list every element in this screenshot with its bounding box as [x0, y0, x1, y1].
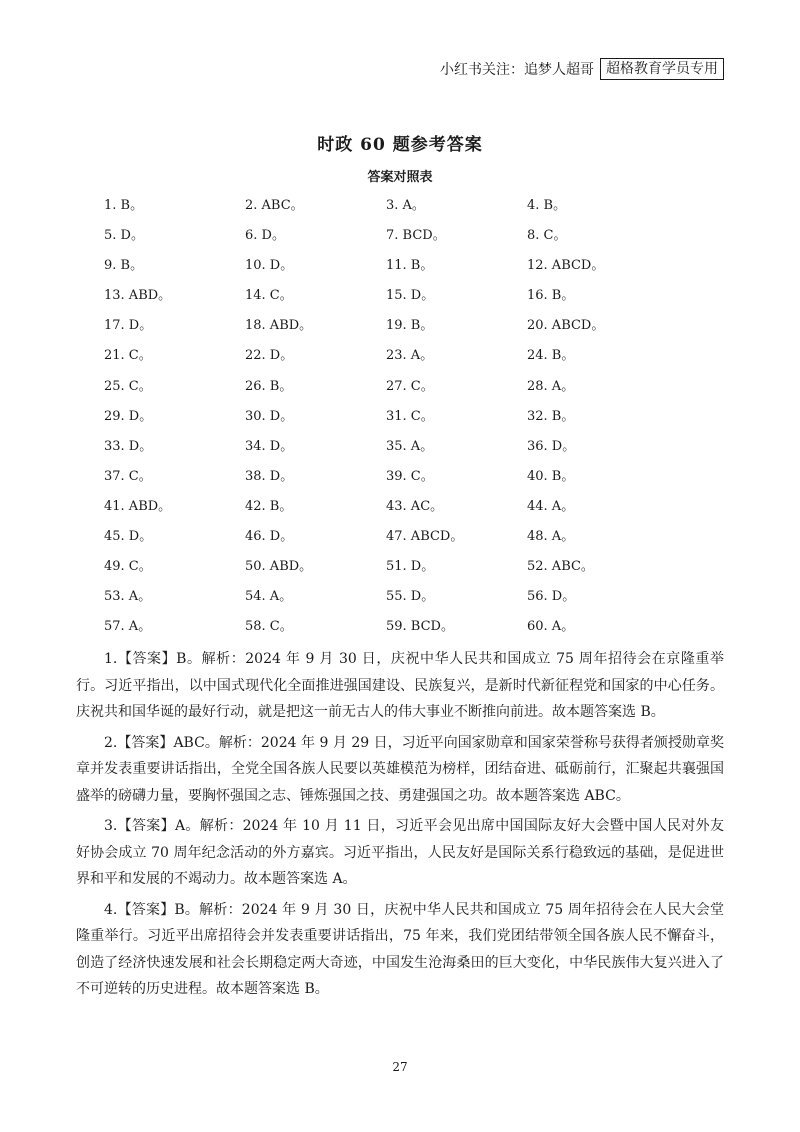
answer-cell: 42. B。	[245, 498, 293, 514]
answer-cell: 57. A。	[104, 619, 152, 635]
answer-cell: 23. A。	[386, 348, 434, 364]
answer-cell: 41. ABD。	[104, 498, 172, 514]
answer-cell: 53. A。	[104, 589, 152, 605]
explanation-paragraph: 2.【答案】ABC。解析：2024 年 9 月 29 日，习近平向国家勋章和国家荣誉称号获得者颁授勋章奖章并发表重要讲话指出，全党全国各族人民要以英雄模范为榜样，团结奋进、砥砺前行，汇聚起共襄强国盛举的磅礴力量，要胸怀强国之志、锤炼强国之技、勇建强国之功。故本题答案选 ABC。	[76, 734, 724, 804]
answer-cell: 17. D。	[104, 318, 153, 334]
answer-cell: 14. C。	[245, 288, 293, 304]
answer-cell: 2. ABC。	[245, 198, 304, 213]
page-subtitle: 答案对照表	[367, 170, 433, 185]
answer-cell: 60. A。	[527, 619, 575, 635]
answer-cell: 22. D。	[245, 348, 294, 364]
answer-cell: 27. C。	[386, 378, 434, 394]
header-note: 小红书关注：追梦人超哥	[440, 62, 594, 78]
answer-cell: 56. D。	[527, 589, 576, 605]
answer-cell: 31. C。	[386, 408, 434, 424]
answer-cell: 4. B。	[527, 198, 567, 213]
explanation-paragraph: 3.【答案】A。解析：2024 年 10 月 11 日，习近平会见出席中国国际友好大会暨中国人民对外友好协会成立 70 周年纪念活动的外方嘉宾。习近平指出，人民友好是国际关系行稳致远的基础，是促进世界和平和发展的不竭动力。故本题答案选 A。	[76, 818, 724, 887]
header-badge: 超格教育学员专用	[600, 58, 724, 80]
answer-cell: 7. BCD。	[386, 228, 446, 244]
page-title: 时政 60 题参考答案	[317, 135, 483, 155]
explanation-paragraph: 4.【答案】B。解析：2024 年 9 月 30 日，庆祝中华人民共和国成立 75 周年招待会在人民大会堂隆重举行。习近平出席招待会并发表重要讲话指出，75 年来，我们党团结带领全国各族人民不懈奋斗，创造了经济快速发展和社会长期稳定两大奇迹，中国发生沧海桑田的巨大变化，中华民族伟大复兴进入了不可逆转的历史进程。故本题答案选 B。	[76, 901, 724, 997]
answer-cell: 51. D。	[386, 559, 435, 575]
answer-cell: 46. D。	[245, 529, 294, 545]
answer-cell: 9. B。	[104, 258, 144, 274]
answer-cell: 8. C。	[527, 228, 567, 244]
answer-cell: 15. D。	[386, 288, 435, 304]
answer-cell: 44. A。	[527, 498, 575, 514]
answer-cell: 59. BCD。	[386, 619, 454, 635]
answer-cell: 5. D。	[104, 228, 144, 244]
answer-cell: 24. B。	[527, 348, 575, 364]
answer-cell: 25. C。	[104, 378, 152, 394]
answer-cell: 55. D。	[386, 589, 435, 605]
explanations	[76, 646, 724, 1007]
answer-cell: 26. B。	[245, 378, 293, 394]
answer-cell: 30. D。	[245, 408, 294, 424]
answer-cell: 10. D。	[245, 258, 294, 274]
answer-cell: 52. ABC。	[527, 559, 594, 575]
answer-cell: 49. C。	[104, 559, 152, 575]
answer-cell: 58. C。	[245, 619, 293, 635]
answer-cell: 33. D。	[104, 438, 153, 454]
answer-cell: 32. B。	[527, 408, 575, 424]
answer-cell: 18. ABD。	[245, 318, 313, 334]
answer-cell: 11. B。	[386, 258, 434, 274]
answer-cell: 47. ABCD。	[386, 529, 464, 545]
answer-cell: 50. ABD。	[245, 559, 313, 575]
explanation-paragraph: 1.【答案】B。解析：2024 年 9 月 30 日，庆祝中华人民共和国成立 75 周年招待会在京隆重举行。习近平指出，以中国式现代化全面推进强国建设、民族复兴，是新时代新征程党和国家的中心任务。庆祝共和国华诞的最好行动，就是把这一前无古人的伟大事业不断推向前进。故本题答案选 B。	[76, 651, 724, 720]
answer-cell: 36. D。	[527, 438, 576, 454]
answer-cell: 40. B。	[527, 468, 575, 484]
answer-cell: 28. A。	[527, 378, 575, 394]
answer-cell: 39. C。	[386, 468, 434, 484]
answer-cell: 19. B。	[386, 318, 434, 334]
page-header	[440, 58, 724, 80]
answer-cell: 34. D。	[245, 438, 294, 454]
answer-cell: 29. D。	[104, 408, 153, 424]
page-number: 27	[392, 1060, 408, 1074]
answer-cell: 3. A。	[386, 198, 425, 213]
answer-cell: 37. C。	[104, 468, 152, 484]
answer-cell: 20. ABCD。	[527, 318, 605, 334]
answer-cell: 48. A。	[527, 529, 575, 545]
answer-cell: 13. ABD。	[104, 288, 172, 304]
answer-cell: 38. D。	[245, 468, 294, 484]
answer-cell: 45. D。	[104, 529, 153, 545]
answer-cell: 12. ABCD。	[527, 258, 605, 274]
answer-grid	[104, 194, 668, 645]
answer-cell: 6. D。	[245, 228, 285, 244]
answer-cell: 21. C。	[104, 348, 152, 364]
answer-cell: 54. A。	[245, 589, 293, 605]
answer-cell: 35. A。	[386, 438, 434, 454]
answer-cell: 1. B。	[104, 198, 144, 213]
answer-cell: 16. B。	[527, 288, 575, 304]
answer-cell: 43. AC。	[386, 498, 444, 514]
